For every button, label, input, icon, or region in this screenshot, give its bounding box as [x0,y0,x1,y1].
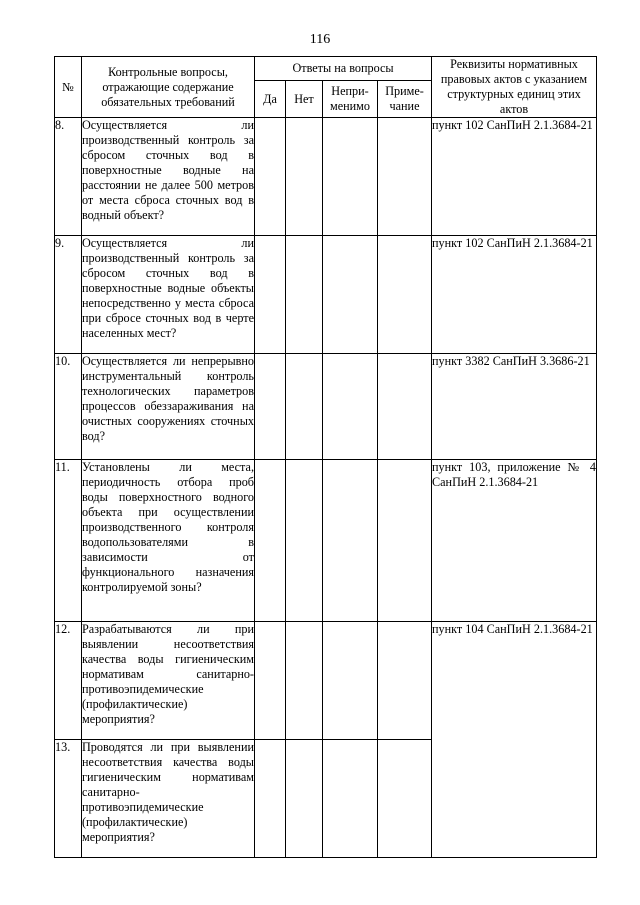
table-row [55,354,597,460]
answer-note-cell[interactable] [378,622,432,740]
question-text: Установлены ли места, периодичность отбора проб воды поверхностного водного объекта при осуществлении производственного контроля водопользователями в зависимости от функционального назначения контролируемой зоны? [82,460,255,622]
header-note: Приме-чание [378,81,432,118]
answer-not-applicable-cell[interactable] [323,460,378,622]
answer-yes-cell[interactable] [255,236,286,354]
answer-no-cell[interactable] [286,118,323,236]
answer-note-cell[interactable] [378,118,432,236]
header-number: № [55,57,82,118]
page-number: 116 [309,32,331,47]
answer-yes-cell[interactable] [255,118,286,236]
answer-yes-cell[interactable] [255,460,286,622]
checklist-table [54,56,597,858]
answer-yes-cell[interactable] [255,354,286,460]
table-row [55,460,597,622]
question-text: Разрабатываются ли при выявлении несоответствия качества воды гигиеническим нормативам санитарно-противоэпидемические (профилактические) мероприятия? [82,622,255,740]
reference-text: пункт 102 СанПиН 2.1.3684-21 [432,236,597,354]
reference-text: пункт 3382 СанПиН 3.3686-21 [432,354,597,460]
header-references: Реквизиты нормативных правовых актов с указанием структурных единиц этих актов [432,57,597,118]
answer-not-applicable-cell[interactable] [323,622,378,740]
answer-no-cell[interactable] [286,622,323,740]
answer-yes-cell[interactable] [255,622,286,740]
answer-not-applicable-cell[interactable] [323,236,378,354]
answer-note-cell[interactable] [378,236,432,354]
header-not-applicable: Непри-менимо [323,81,378,118]
table-row [55,622,597,740]
header-no: Нет [286,81,323,118]
table-row [55,118,597,236]
answer-no-cell[interactable] [286,354,323,460]
row-number: 11. [55,460,82,622]
answer-not-applicable-cell[interactable] [323,118,378,236]
header-yes: Да [255,81,286,118]
reference-text: пункт 104 СанПиН 2.1.3684-21 [432,622,597,858]
answer-not-applicable-cell[interactable] [323,740,378,858]
header-questions: Контрольные вопросы, отражающие содержание обязательных требований [82,57,255,118]
answer-note-cell[interactable] [378,740,432,858]
question-text: Осуществляется ли непрерывно инструментальный контроль технологических параметров процессов обеззараживания на очистных сооружениях сточных вод? [82,354,255,460]
answer-no-cell[interactable] [286,460,323,622]
table-row [55,236,597,354]
answer-no-cell[interactable] [286,236,323,354]
answer-no-cell[interactable] [286,740,323,858]
row-number: 13. [55,740,82,858]
header-answers: Ответы на вопросы [255,57,432,81]
answer-yes-cell[interactable] [255,740,286,858]
answer-note-cell[interactable] [378,354,432,460]
question-text: Осуществляется ли производственный контроль за сбросом сточных вод в поверхностные водные на расстоянии не далее 500 метров от места сброса сточных вод в водный объект? [82,118,255,236]
answer-note-cell[interactable] [378,460,432,622]
row-number: 10. [55,354,82,460]
row-number: 9. [55,236,82,354]
answer-not-applicable-cell[interactable] [323,354,378,460]
reference-text: пункт 103, приложение № 4 СанПиН 2.1.3684-21 [432,460,597,622]
question-text: Осуществляется ли производственный контроль за сбросом сточных вод в поверхностные водные объекты непосредственно у места сброса при сбросе сточных вод в черте населенных мест? [82,236,255,354]
reference-text: пункт 102 СанПиН 2.1.3684-21 [432,118,597,236]
question-text: Проводятся ли при выявлении несоответствия качества воды гигиеническим нормативам санитарно-противоэпидемические (профилактические) мероприятия? [82,740,255,858]
row-number: 12. [55,622,82,740]
row-number: 8. [55,118,82,236]
